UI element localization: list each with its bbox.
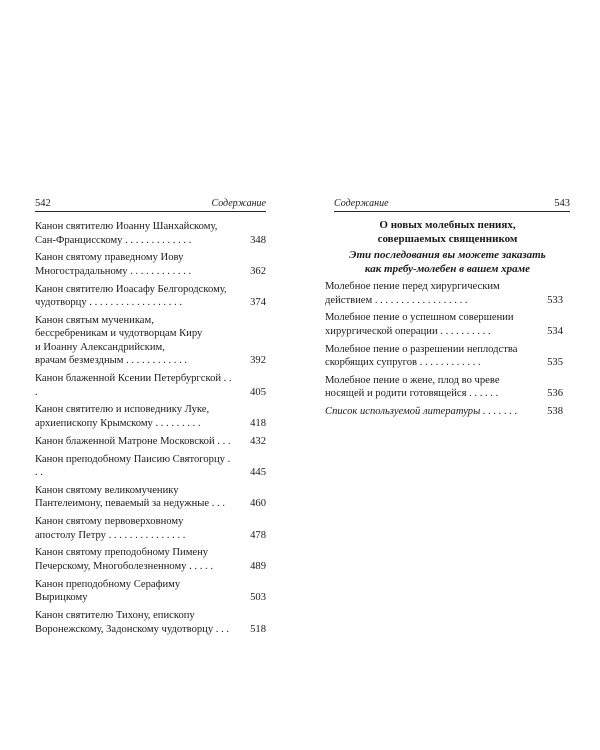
- toc-entry-title: Молебное пение о жене, плод во чреве носящей и родити готовящейся . . . . . .: [325, 374, 500, 400]
- toc-entry: [35, 546, 266, 573]
- toc-entry-title: Канон святому преподобному Пимену Печерскому, Многоболезненному . . . . .: [35, 547, 213, 572]
- toc-entry-page: 533: [547, 294, 563, 306]
- toc-entry-page: 489: [250, 560, 266, 572]
- toc-entry-page: 536: [547, 388, 563, 400]
- section-subheading-line: как требу-молебен в вашем храме: [364, 262, 531, 275]
- toc-entry: [325, 311, 563, 338]
- toc-entry-page: 518: [250, 623, 266, 635]
- toc-entry: [35, 609, 266, 636]
- toc-entry-title: Канон блаженной Ксении Петербургской . . .: [35, 373, 232, 398]
- section-heading: [325, 219, 570, 246]
- toc-entry: [325, 405, 563, 419]
- toc-entry-title: Канон блаженной Матроне Московской . . .: [35, 435, 231, 447]
- left-header-rule: [35, 211, 266, 212]
- section-subheading-line: Эти последования вы можете заказать: [349, 249, 546, 261]
- toc-entry: [35, 453, 266, 480]
- left-toc-list: [35, 220, 266, 640]
- toc-entry: [325, 374, 563, 401]
- right-header-rule: [334, 211, 570, 212]
- toc-entry: [35, 220, 266, 247]
- right-toc-list: [325, 280, 563, 423]
- toc-entry: [35, 283, 266, 310]
- toc-entry-page: 374: [250, 297, 266, 309]
- toc-entry-title: Канон преподобному Паисию Святогорцу . . .: [35, 453, 231, 479]
- toc-entry-page: 538: [547, 406, 563, 418]
- toc-entry: [35, 314, 266, 368]
- toc-entry-title: Канон святым мученикам, бессребреникам и чудотворцам Киру и Иоанну Александрийским, врачам безмездным . . . . . . . . . . . .: [35, 314, 203, 367]
- toc-entry-title: Канон святителю Иоасафу Белгородскому, чудотворцу . . . . . . . . . . . . . . . . . .: [35, 283, 227, 309]
- toc-entry-title: Список используемой литературы . . . . . . .: [325, 406, 518, 418]
- toc-entry-page: 535: [547, 357, 563, 369]
- toc-entry: [325, 343, 563, 370]
- toc-entry: [35, 251, 266, 278]
- toc-entry-title: Молебное пение перед хирургическим действием . . . . . . . . . . . . . . . . . .: [325, 281, 500, 306]
- left-running-header: [35, 196, 266, 212]
- left-page-number: 542: [35, 198, 51, 209]
- toc-entry-page: 460: [250, 498, 266, 510]
- toc-entry-page: 478: [250, 529, 266, 541]
- toc-entry: [35, 435, 266, 449]
- right-running-title: Содержание: [334, 198, 389, 209]
- section-heading-line: совершаемых священником: [377, 232, 518, 245]
- right-running-header: [334, 196, 570, 212]
- toc-entry-page: 348: [250, 234, 266, 246]
- toc-entry-page: 503: [250, 592, 266, 604]
- toc-entry: [325, 280, 563, 307]
- toc-entry-title: Канон святому великомученику Пантелеимону, певаемый за недужные . . .: [35, 484, 226, 510]
- toc-entry-page: 445: [250, 467, 266, 479]
- toc-entry-title: Канон святителю Иоанну Шанхайскому, Сан-Франциcскому . . . . . . . . . . . . .: [35, 221, 218, 246]
- toc-entry-title: Молебное пение о разрешении неплодства скорбящих супругов . . . . . . . . . . . .: [325, 343, 518, 369]
- toc-entry: [35, 484, 266, 511]
- section-subheading: [325, 249, 570, 276]
- left-running-title: Содержание: [211, 198, 266, 209]
- toc-entry: [35, 578, 266, 605]
- toc-entry-title: Канон святителю и исповеднику Луке, архиепископу Крымскому . . . . . . . . .: [35, 404, 210, 429]
- toc-entry-title: Канон святому праведному Иову Многострадальному . . . . . . . . . . . .: [35, 252, 192, 277]
- right-page-number: 543: [554, 198, 570, 209]
- toc-entry-page: 392: [250, 355, 266, 367]
- toc-entry-page: 418: [250, 417, 266, 429]
- toc-entry: [35, 403, 266, 430]
- toc-entry-title: Канон святому первоверховному апостолу Петру . . . . . . . . . . . . . . .: [35, 516, 186, 541]
- toc-entry-title: Молебное пение о успешном совершении хирургической операции . . . . . . . . . .: [325, 312, 514, 337]
- toc-entry-page: 405: [250, 386, 266, 398]
- right-page: [300, 0, 600, 750]
- toc-entry: [35, 372, 266, 399]
- toc-entry-title: Канон преподобному Серафиму Вырицкому: [35, 578, 181, 604]
- toc-entry: [35, 515, 266, 542]
- toc-entry-title: Канон святителю Тихону, епископу Воронежскому, Задонскому чудотворцу . . .: [35, 610, 230, 635]
- toc-entry-page: 432: [250, 435, 266, 447]
- toc-entry-page: 534: [547, 325, 563, 337]
- toc-entry-page: 362: [250, 265, 266, 277]
- section-heading-line: О новых молебных пениях,: [379, 219, 516, 231]
